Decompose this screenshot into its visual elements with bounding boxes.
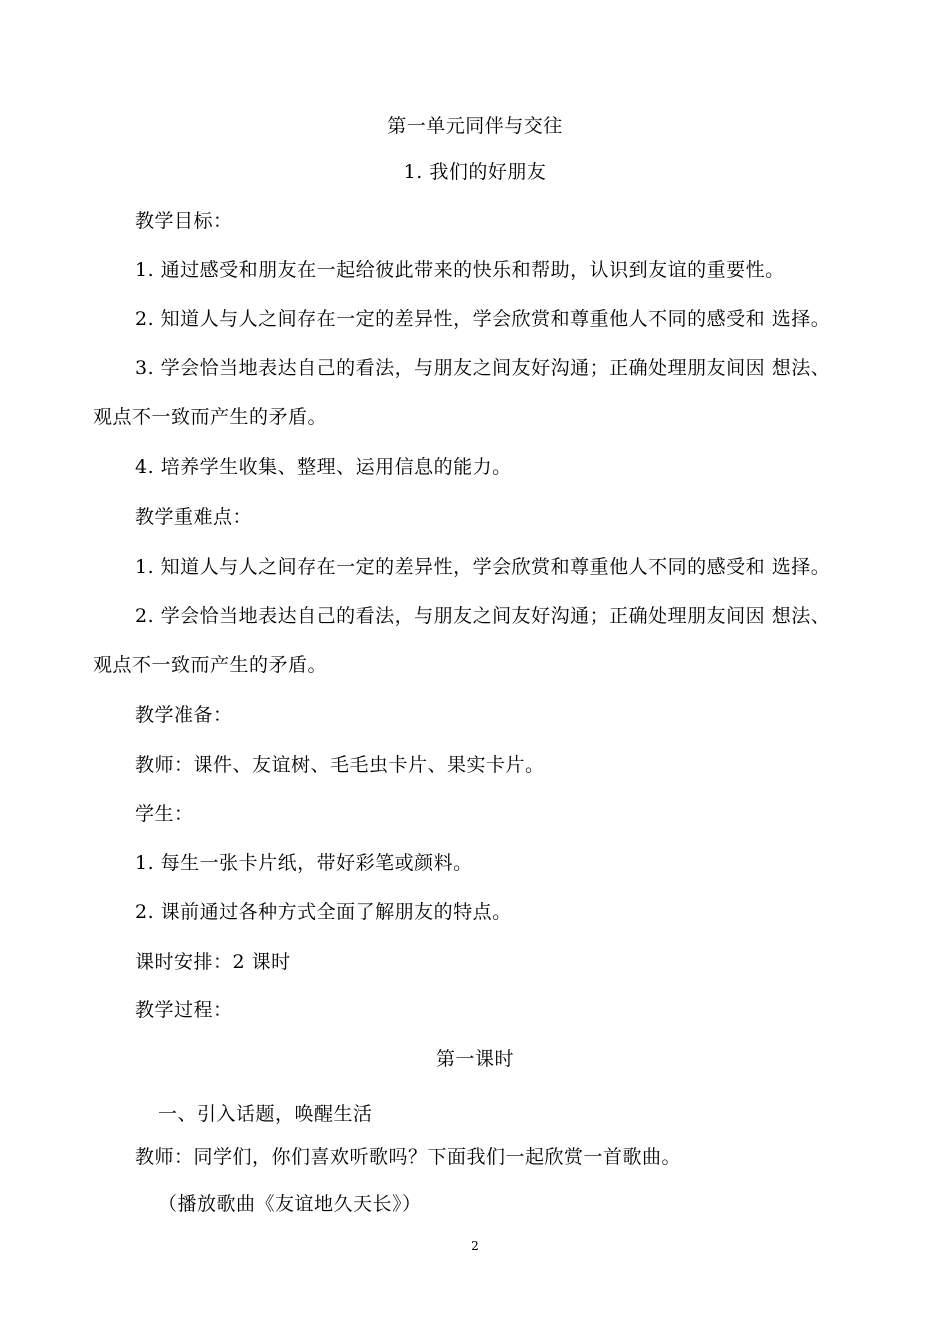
key-points-heading: 教学重难点： <box>135 506 253 528</box>
objective-item: 2. 知道人与人之间存在一定的差异性，学会欣赏和尊重他人不同的感受和 选择。 <box>135 308 831 330</box>
teacher-dialogue: 教师：同学们，你们喜欢听歌吗？下面我们一起欣赏一首歌曲。 <box>135 1146 682 1168</box>
unit-title: 第一单元同伴与交往 <box>387 115 563 137</box>
lesson-title: 1. 我们的好朋友 <box>403 161 547 183</box>
objective-item: 4. 培养学生收集、整理、运用信息的能力。 <box>135 456 512 478</box>
process-heading: 教学过程： <box>135 999 233 1021</box>
objective-item: 3. 学会恰当地表达自己的看法，与朋友之间友好沟通；正确处理朋友间因 想法、 <box>135 357 831 379</box>
key-point-item-continuation: 观点不一致而产生的矛盾。 <box>93 654 328 676</box>
section-one-title: 一、引入话题，唤醒生活 <box>158 1103 373 1125</box>
teacher-preparation: 教师：课件、友谊树、毛毛虫卡片、果实卡片。 <box>135 754 545 776</box>
objectives-heading: 教学目标： <box>135 210 233 232</box>
student-preparation-item: 2. 课前通过各种方式全面了解朋友的特点。 <box>135 901 512 923</box>
period-title: 第一课时 <box>435 1048 514 1070</box>
student-preparation-heading: 学生： <box>135 803 194 825</box>
student-preparation-item: 1. 每生一张卡片纸，带好彩笔或颜料。 <box>135 852 473 874</box>
objective-item: 1. 通过感受和朋友在一起给彼此带来的快乐和帮助，认识到友谊的重要性。 <box>135 259 785 281</box>
song-note: （播放歌曲《友谊地久天长》） <box>158 1193 422 1215</box>
key-point-item: 1. 知道人与人之间存在一定的差异性，学会欣赏和尊重他人不同的感受和 选择。 <box>135 556 831 578</box>
key-point-item: 2. 学会恰当地表达自己的看法，与朋友之间友好沟通；正确处理朋友间因 想法、 <box>135 605 831 627</box>
objective-item-continuation: 观点不一致而产生的矛盾。 <box>93 406 328 428</box>
preparation-heading: 教学准备： <box>135 704 233 726</box>
schedule: 课时安排：2 课时 <box>135 951 291 973</box>
page-number: 2 <box>471 1239 479 1253</box>
